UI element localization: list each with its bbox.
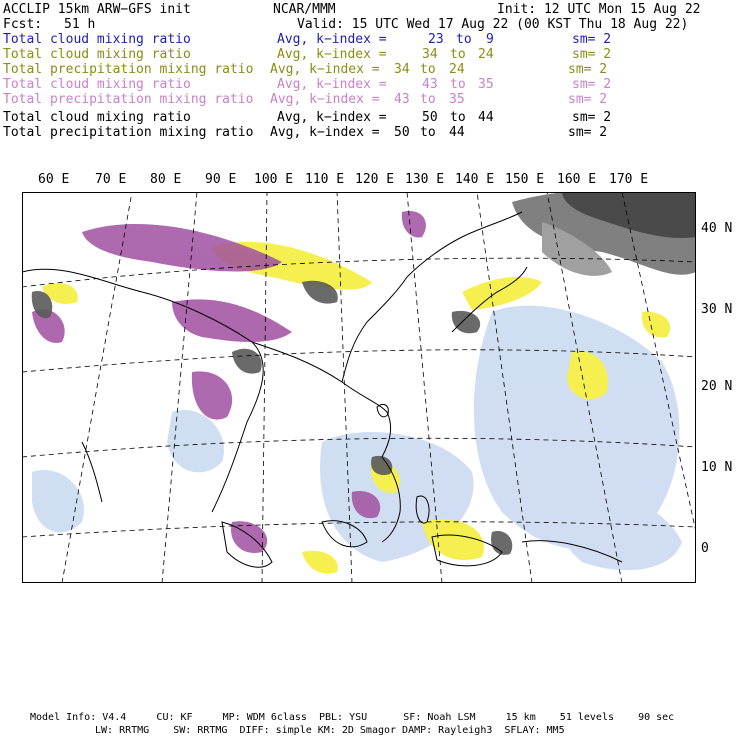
legend-to: to: [450, 47, 466, 62]
lon-label: 130 E: [405, 172, 445, 187]
valid-time: Valid: 15 UTC Wed 17 Aug 22 (00 KST Thu 18 Aug 22): [297, 17, 689, 32]
lon-label: 150 E: [505, 172, 545, 187]
legend-avg: Avg, k−index =: [270, 92, 380, 107]
legend-to: to: [420, 92, 436, 107]
legend-sm: sm= 2: [568, 62, 608, 77]
legend-to: to: [450, 110, 466, 125]
legend-k1: 50: [422, 110, 438, 125]
model-title: ACCLIP 15km ARW−GFS init: [3, 2, 191, 17]
upper-precip-field: [32, 211, 426, 553]
lon-label: 160 E: [557, 172, 597, 187]
legend-sm: sm= 2: [572, 47, 612, 62]
legend-avg: Avg, k−index =: [277, 77, 387, 92]
legend-field: Total precipitation mixing ratio: [3, 92, 254, 107]
lon-label: 90 E: [205, 172, 237, 187]
legend-field: Total precipitation mixing ratio: [3, 62, 254, 77]
center-label: NCAR/MMM: [273, 2, 336, 17]
lon-label: 120 E: [355, 172, 395, 187]
legend-field: Total precipitation mixing ratio: [3, 125, 254, 140]
lon-label: 80 E: [150, 172, 182, 187]
legend-avg: Avg, k−index =: [270, 125, 380, 140]
low-cloud-field: [32, 306, 682, 571]
legend-avg: Avg, k−index =: [277, 47, 387, 62]
fcst-label: Fcst:: [3, 17, 43, 32]
legend-k2: 44: [449, 125, 465, 140]
legend-to: to: [420, 125, 436, 140]
legend-avg: Avg, k−index =: [277, 110, 387, 125]
lon-label: 70 E: [95, 172, 127, 187]
legend-sm: sm= 2: [568, 125, 608, 140]
legend-k2: 44: [478, 110, 494, 125]
legend-k1: 50: [394, 125, 410, 140]
legend-to: to: [456, 32, 472, 47]
legend-k1: 23: [428, 32, 444, 47]
lon-label: 60 E: [38, 172, 70, 187]
lon-label: 140 E: [455, 172, 495, 187]
legend-k1: 43: [394, 92, 410, 107]
lon-label: 170 E: [609, 172, 649, 187]
model-info-line2: LW: RRTMG SW: RRTMG DIFF: simple KM: 2D Smagor DAMP: Rayleigh3 SFLAY: MM5: [95, 725, 565, 736]
lon-label: 100 E: [254, 172, 294, 187]
legend-avg: Avg, k−index =: [270, 62, 380, 77]
legend-k1: 34: [422, 47, 438, 62]
lat-label: 40 N: [701, 221, 733, 236]
legend-field: Total cloud mixing ratio: [3, 47, 191, 62]
lat-label: 0: [701, 541, 709, 556]
legend-sm: sm= 2: [568, 92, 608, 107]
lat-label: 10 N: [701, 460, 733, 475]
legend-sm: sm= 2: [572, 110, 612, 125]
legend-avg: Avg, k−index =: [277, 32, 387, 47]
lon-label: 110 E: [305, 172, 345, 187]
legend-to: to: [450, 77, 466, 92]
legend-to: to: [420, 62, 436, 77]
legend-sm: sm= 2: [572, 77, 612, 92]
lat-label: 30 N: [701, 302, 733, 317]
legend-k2: 24: [449, 62, 465, 77]
map-panel: [22, 192, 696, 583]
legend-k2: 9: [486, 32, 494, 47]
legend-sm: sm= 2: [572, 32, 612, 47]
lat-label: 20 N: [701, 379, 733, 394]
legend-k2: 35: [449, 92, 465, 107]
model-info-line1: Model Info: V4.4 CU: KF MP: WDM 6class PBL: YSU SF: Noah LSM 15 km 51 levels 90 sec: [30, 712, 675, 723]
legend-k1: 34: [394, 62, 410, 77]
high-cloud-field: [512, 192, 696, 276]
fcst-value: 51 h: [64, 17, 96, 32]
init-time: Init: 12 UTC Mon 15 Aug 22: [497, 2, 701, 17]
legend-field: Total cloud mixing ratio: [3, 110, 191, 125]
legend-field: Total cloud mixing ratio: [3, 32, 191, 47]
legend-field: Total cloud mixing ratio: [3, 77, 191, 92]
legend-k1: 43: [422, 77, 438, 92]
legend-k2: 24: [478, 47, 494, 62]
legend-k2: 35: [478, 77, 494, 92]
